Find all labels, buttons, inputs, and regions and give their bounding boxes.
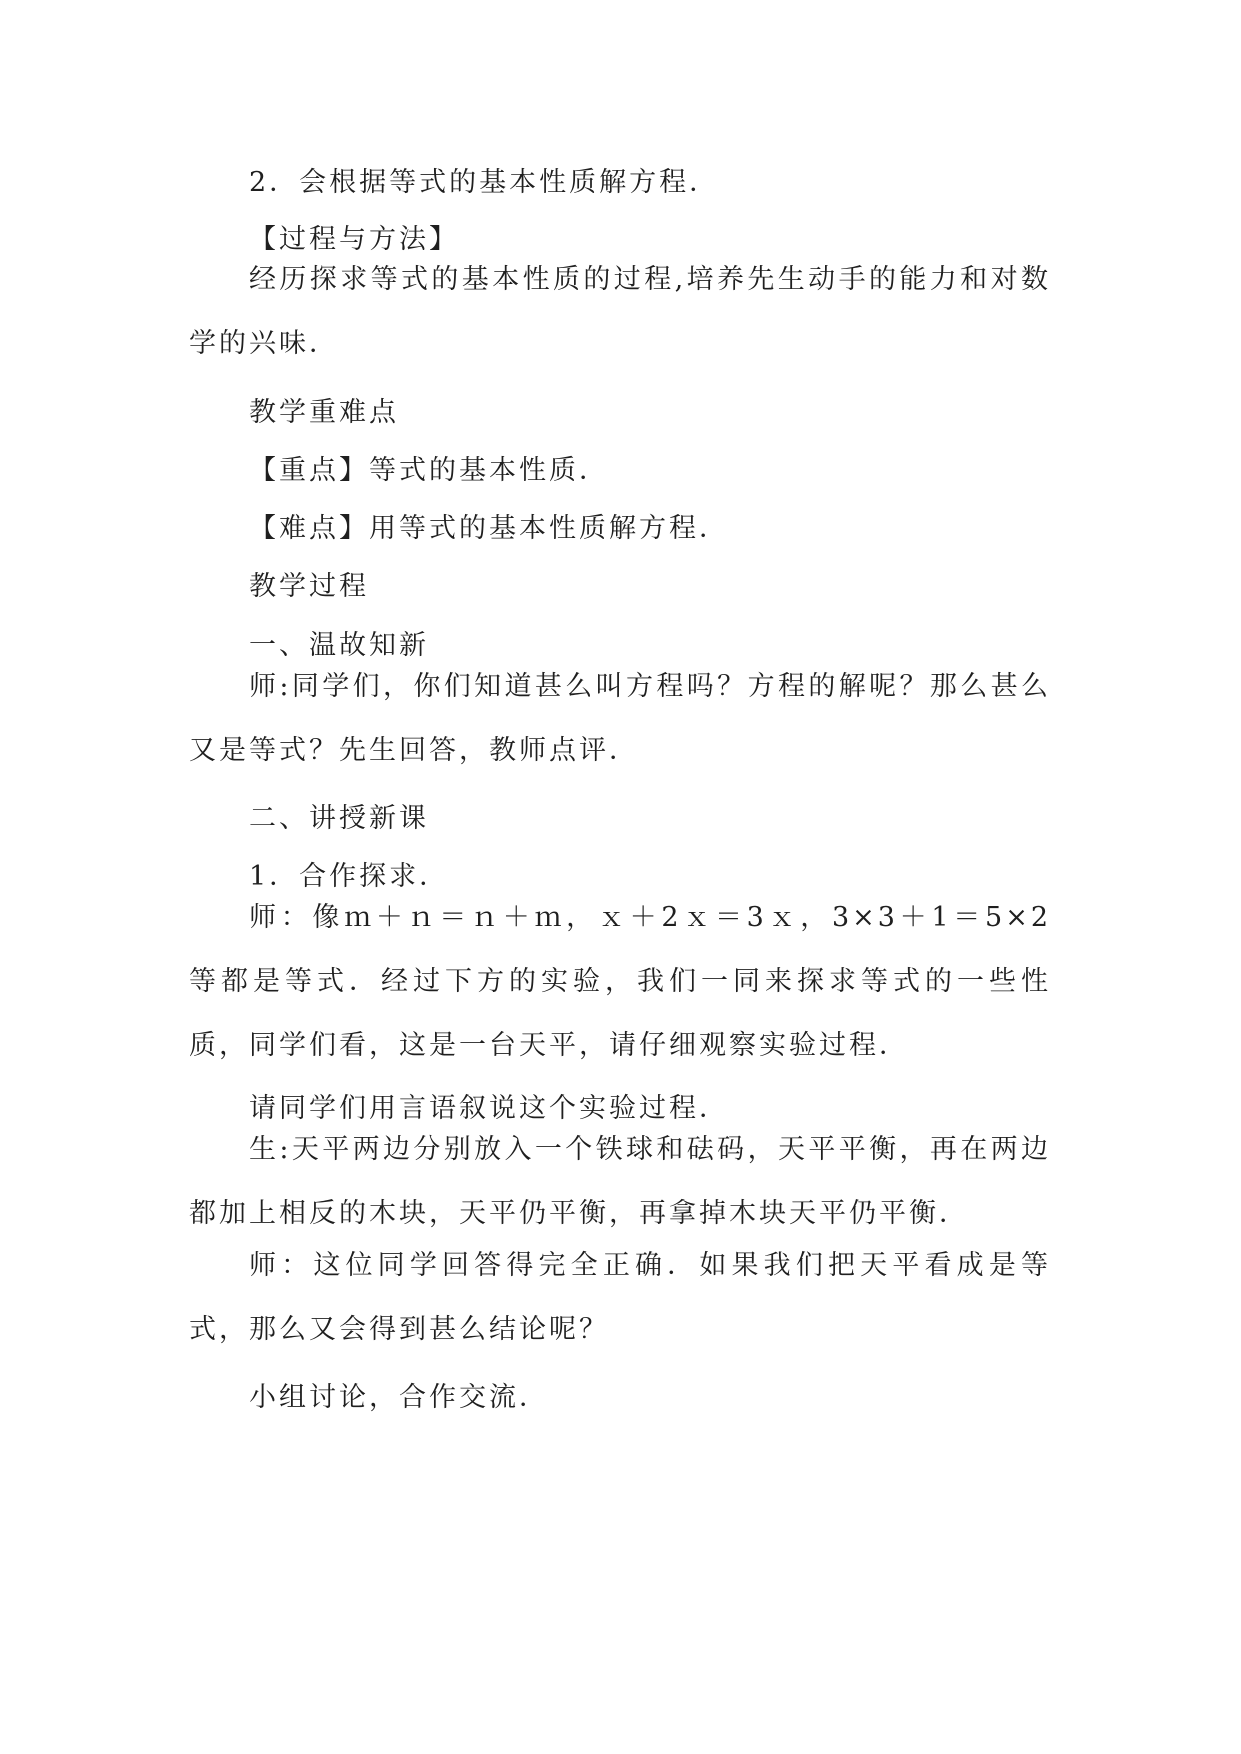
paragraph-process-description: 经历探求等式的基本性质的过程,培养先生动手的能力和对数学的兴味． bbox=[189, 264, 1051, 359]
paragraph-student-answer: 生:天平两边分别放入一个铁球和砝码，天平平衡，再在两边都加上相反的木块，天平仍平衡，再拿掉木块天平仍平衡． bbox=[189, 1134, 1051, 1229]
paragraph-objective-2: 2．会根据等式的基本性质解方程． bbox=[249, 167, 720, 198]
heading-process-and-method: 【过程与方法】 bbox=[249, 224, 459, 255]
paragraph-key-point: 【重点】等式的基本性质． bbox=[249, 455, 609, 486]
heading-cooperative-exploration: 1．合作探求． bbox=[249, 861, 450, 892]
paragraph-describe-experiment: 请同学们用言语叙说这个实验过程． bbox=[249, 1093, 729, 1124]
paragraph-group-discussion: 小组讨论，合作交流． bbox=[249, 1382, 549, 1413]
heading-teaching-process: 教学过程 bbox=[249, 571, 369, 602]
heading-new-lesson: 二、讲授新课 bbox=[249, 803, 429, 834]
paragraph-balance-intro: 师：像ｍ＋ｎ＝ｎ＋ｍ，ｘ＋2ｘ＝3ｘ，3×3＋1＝5×2 等都是等式．经过下方的实验，我们一同来探求等式的一些性质，同学们看，这是一台天平，请仔细观察实验过程． bbox=[189, 902, 1051, 1061]
heading-key-difficult-points: 教学重难点 bbox=[249, 397, 399, 428]
heading-review: 一、温故知新 bbox=[249, 630, 429, 661]
paragraph-teacher-question: 师:同学们，你们知道甚么叫方程吗？方程的解呢？那么甚么又是等式？先生回答，教师点评． bbox=[189, 671, 1051, 766]
paragraph-difficult-point: 【难点】用等式的基本性质解方程． bbox=[249, 513, 729, 544]
paragraph-teacher-response: 师：这位同学回答得完全正确．如果我们把天平看成是等式，那么又会得到甚么结论呢？ bbox=[189, 1250, 1051, 1345]
